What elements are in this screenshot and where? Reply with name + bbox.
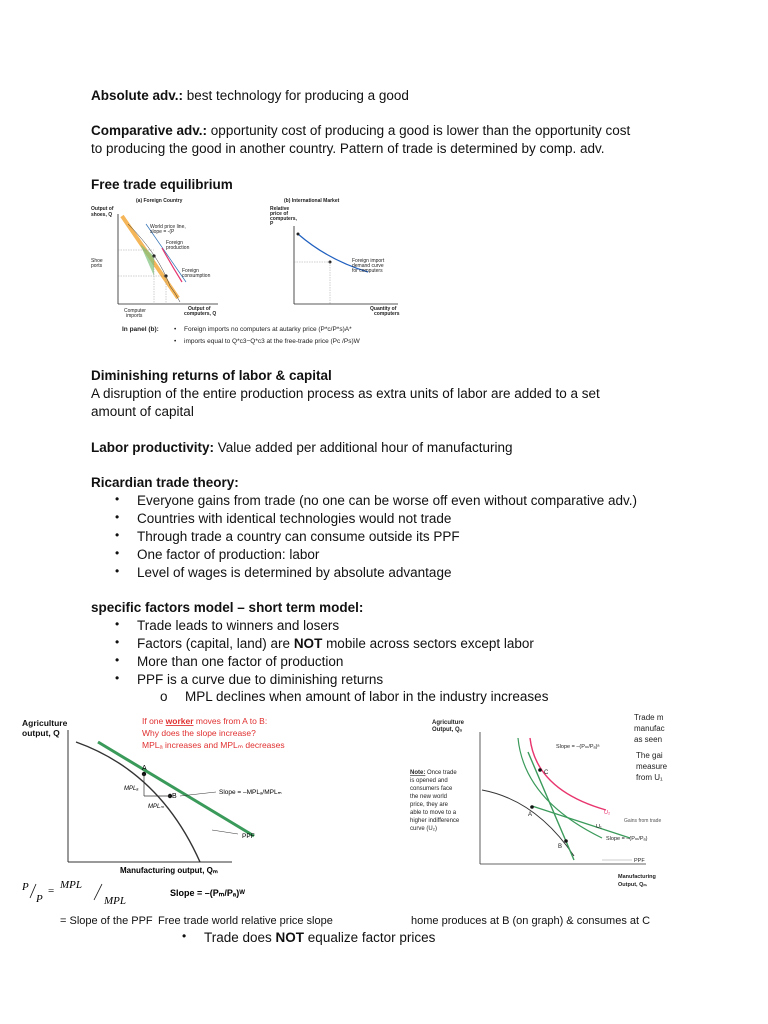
ricardian-bullet-2-dot: • xyxy=(115,510,120,524)
foreign-consumption-label2: consumption xyxy=(182,273,211,279)
ricardian-bullet-1-dot: • xyxy=(115,492,120,506)
cut-text-5: measure xyxy=(636,762,668,771)
right-ppf-label: PPF xyxy=(634,858,645,864)
formula-mplm: MPL xyxy=(104,895,126,907)
world-price-line-label2: slope = -(P xyxy=(150,229,175,235)
panel-a-xlabel1: Output of xyxy=(188,306,211,312)
formula-mpla: MPL xyxy=(60,879,82,891)
caption-home-produces: home produces at B (on graph) & consumes at C xyxy=(411,915,651,927)
right-fig-xlabel2: Output, Qₘ xyxy=(618,882,647,888)
free-trade-figure xyxy=(88,194,408,350)
comparative-adv-def: opportunity cost of producing a good is lower than the opportunity cost xyxy=(207,123,631,138)
u2-label: U₂ xyxy=(604,810,611,816)
formula-pm: P xyxy=(22,881,29,893)
panel-b-note-2: imports equal to Q*c3−Q*c3 at the free-trade price (Pc /Ps)W xyxy=(184,338,360,345)
panel-b-xlabel2: computers xyxy=(374,311,400,317)
red-line1-pre: If one xyxy=(142,716,166,726)
free-trade-heading: Free trade equilibrium xyxy=(91,177,233,192)
specific-factors-heading: specific factors model – short term model: xyxy=(91,600,364,615)
right-fig-ylabel1: Agriculture xyxy=(432,720,465,726)
slope-top-label: Slope = –(Pₘ/Pₐ)ᵃ xyxy=(556,744,600,750)
left-fig-red-line1 xyxy=(142,716,267,726)
left-fig-ylabel1: Agriculture xyxy=(22,718,68,728)
note-text-0: Once trade xyxy=(425,770,457,776)
note-text-5: able to move to a xyxy=(410,810,457,816)
right-point-b-label: B xyxy=(558,844,563,850)
panel-a-title: (a) Foreign Country xyxy=(136,198,183,204)
ricardian-heading: Ricardian trade theory: xyxy=(91,475,239,490)
specific-bullet-4-dot: • xyxy=(115,671,120,685)
note-bullet-1: • xyxy=(174,326,177,333)
specific-bullet-3: More than one factor of production xyxy=(137,654,344,669)
caption-world-price: Free trade world relative price slope xyxy=(158,915,333,927)
specific-bullet-1: Trade leads to winners and losers xyxy=(137,618,340,633)
left-fig-red-line3: MPLₐ increases and MPLₘ decreases xyxy=(142,740,285,750)
cut-text-4: The gai xyxy=(636,751,663,760)
labor-productivity-term: Labor productivity: xyxy=(91,440,215,455)
point-b-label: B xyxy=(172,793,177,800)
panel-b-ylabel2: price of xyxy=(270,211,289,217)
note-bullet-2: • xyxy=(174,338,177,345)
mpl-slope-label: Slope = –MPLₐ/MPLₘ xyxy=(219,789,282,796)
note-text-3: the new world xyxy=(410,794,448,800)
gains-label: Gains from trade xyxy=(624,818,662,824)
shoe-exports-label2: ports xyxy=(91,263,103,269)
panel-b-title: (b) International Market xyxy=(284,198,340,204)
foreign-production-label2: production xyxy=(166,245,190,251)
comparative-adv-line xyxy=(91,122,630,140)
ricardian-bullet-1: Everyone gains from trade (no one can be worse off even without comparative adv.) xyxy=(137,493,638,508)
panel-a-ylabel1: Output of xyxy=(91,206,114,212)
formula-pa: P xyxy=(36,893,43,905)
specific-bullet-2-post: mobile across sectors except labor xyxy=(322,636,534,651)
ricardian-bullet-3-dot: • xyxy=(115,528,120,542)
specific-bullet-4: PPF is a curve due to diminishing returns xyxy=(137,672,384,687)
cut-text-6: from U₁ xyxy=(636,773,663,782)
dim-returns-line1: A disruption of the entire production process as extra units of labor are added to a set xyxy=(91,386,600,401)
world-price-line-label1: World price line, xyxy=(150,224,186,230)
u1-label: U₁ xyxy=(596,824,602,830)
comparative-adv-term: Comparative adv.: xyxy=(91,123,208,138)
labor-productivity-line xyxy=(91,439,512,457)
point-a-label: A xyxy=(142,765,147,772)
left-ppf-label: PPF xyxy=(242,833,255,840)
ricardian-bullet-4-dot: • xyxy=(115,546,120,560)
cut-text-1: Trade m xyxy=(634,713,664,722)
left-fig-ylabel2: output, Q xyxy=(22,728,60,738)
specific-bullet-2-pre: Factors (capital, land) are xyxy=(137,636,294,651)
specific-bullet-1-dot: • xyxy=(115,617,120,631)
caption-slope-ppf: = Slope of the PPF xyxy=(60,915,153,927)
panel-a-ylabel2: shoes, Q xyxy=(91,212,113,218)
right-fig-xlabel1: Manufacturing xyxy=(618,874,656,880)
absolute-adv-def: best technology for producing a good xyxy=(183,88,409,103)
panel-b-ylabel4: P xyxy=(270,221,274,227)
note-title: Note: xyxy=(410,770,426,776)
foreign-consumption-label1: Foreign xyxy=(182,268,199,274)
mplm-label: MPLₘ xyxy=(148,804,165,810)
red-line1-word: worker xyxy=(165,716,194,726)
cut-text-3: as seen xyxy=(634,735,663,744)
gains-from-trade-figure xyxy=(406,710,676,892)
note-text-2: consumers face xyxy=(410,786,453,792)
panel-b-note-label: In panel (b): xyxy=(122,326,159,333)
red-line1-post: moves from A to B: xyxy=(193,716,268,726)
dim-returns-heading: Diminishing returns of labor & capital xyxy=(91,368,332,383)
point-c-label: C xyxy=(544,770,549,776)
ricardian-bullet-4: One factor of production: labor xyxy=(137,547,320,562)
panel-b-note-1: Foreign imports no computers at autarky price (P*c/P*s)A* xyxy=(184,326,352,333)
final-bullet-dot: • xyxy=(182,929,187,943)
ricardian-bullet-5-dot: • xyxy=(115,564,120,578)
world-slope-formula: Slope = –(Pₘ/Pₐ)ᵂ xyxy=(170,888,245,898)
formula-equals: = xyxy=(48,885,55,897)
absolute-adv-term: Absolute adv.: xyxy=(91,88,184,103)
note-text-4: price, they are xyxy=(410,802,449,808)
slope-bottom-label: Slope = –(Pₘ/Pₐ) xyxy=(606,836,648,842)
mpla-label: MPLₐ xyxy=(124,786,139,792)
note-text-1: is opened and xyxy=(410,778,448,784)
note-text-7: curve (U₂) xyxy=(410,826,437,832)
panel-b-ylabel3: computers, xyxy=(270,216,297,222)
labor-productivity-def: Value added per additional hour of manufacturing xyxy=(214,440,513,455)
specific-bullet-3-dot: • xyxy=(115,653,120,667)
computer-imports-label2: imports xyxy=(126,313,143,319)
panel-b-xlabel1: Quantity of xyxy=(370,306,397,312)
left-fig-xlabel: Manufacturing output, Qₘ xyxy=(120,866,218,875)
foreign-production-label1: Foreign xyxy=(166,240,183,246)
import-demand-label3: for computers xyxy=(352,268,383,274)
ricardian-bullet-2: Countries with identical technologies would not trade xyxy=(137,511,452,526)
import-demand-label1: Foreign import xyxy=(352,258,385,264)
specific-bullet-2-dot: • xyxy=(115,635,120,649)
right-fig-ylabel2: Output, Qₐ xyxy=(432,727,462,733)
note-text-6: higher indifference xyxy=(410,818,460,824)
final-bullet-post: equalize factor prices xyxy=(304,930,436,945)
final-bullet-pre: Trade does xyxy=(204,930,276,945)
comparative-adv-line2: to producing the good in another country. Pattern of trade is determined by comp. adv. xyxy=(91,141,605,156)
import-demand-label2: demand curve xyxy=(352,263,384,269)
specific-sub-marker: o xyxy=(160,689,168,704)
final-bullet-bold: NOT xyxy=(275,930,305,945)
left-fig-red-line2: Why does the slope increase? xyxy=(142,728,256,738)
mpl-ppf-figure xyxy=(20,712,330,928)
specific-bullet-2-bold: NOT xyxy=(293,636,323,651)
note-block xyxy=(410,770,457,776)
final-bullet xyxy=(204,929,435,947)
panel-a-xlabel2: computers, Q xyxy=(184,311,217,317)
specific-bullet-2 xyxy=(137,635,534,653)
computer-imports-label1: Computer xyxy=(124,308,146,314)
panel-b-ylabel1: Relative xyxy=(270,206,290,212)
ricardian-bullet-5: Level of wages is determined by absolute advantage xyxy=(137,565,452,580)
ricardian-bullet-3: Through trade a country can consume outside its PPF xyxy=(137,529,460,544)
shoe-exports-label1: Shoe xyxy=(91,258,103,264)
cut-text-2: manufac xyxy=(634,724,665,733)
specific-sub-bullet-1: MPL declines when amount of labor in the industry increases xyxy=(185,689,549,704)
dim-returns-line2: amount of capital xyxy=(91,404,194,419)
right-point-a-label: A xyxy=(528,812,533,818)
absolute-adv-line xyxy=(91,87,409,105)
